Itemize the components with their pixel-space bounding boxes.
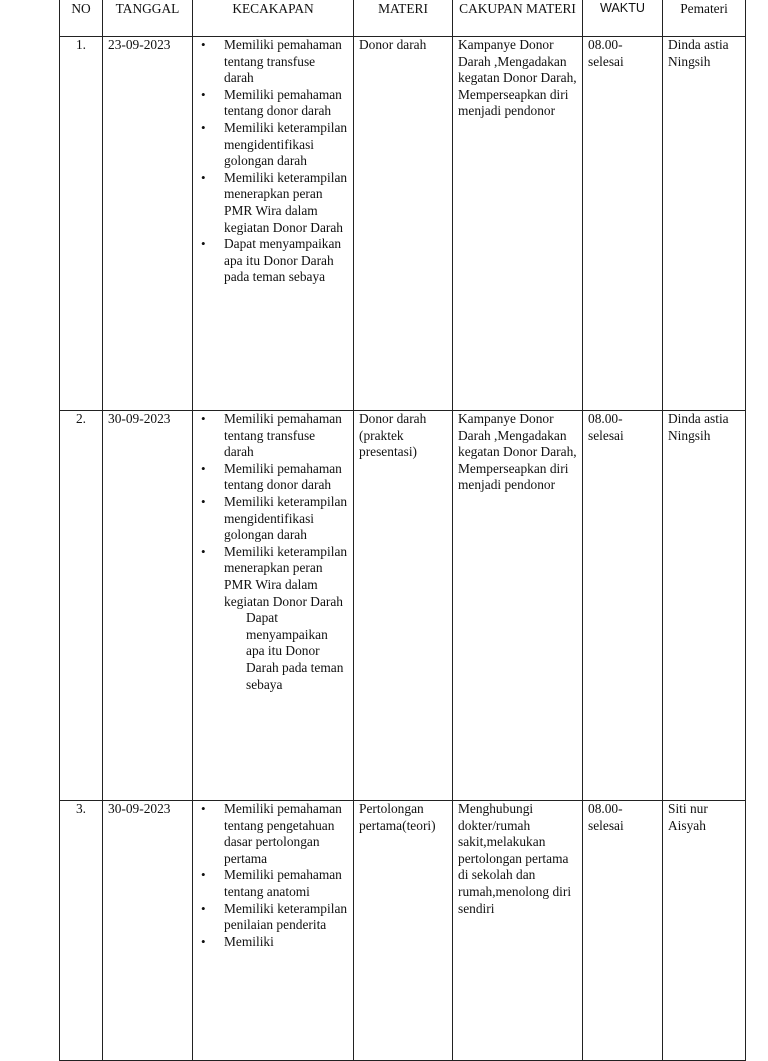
list-item: • Memiliki keterampilan penilaian penderita [198,901,348,934]
table-header-row [60,0,746,37]
row-materi: Donor darah (praktek presentasi) [354,411,453,801]
row-date: 30-09-2023 [103,801,193,1061]
row-date: 30-09-2023 [103,411,193,801]
list-item: Dapat menyampaikan apa itu Donor Darah pada teman sebaya [246,610,344,692]
list-item: • Memiliki pemahaman tentang donor darah [198,87,348,120]
row-number: 2. [60,411,103,801]
row-cakupan: Kampanye Donor Darah ,Mengadakan kegatan Donor Darah, Memperseapkan diri menjadi pendonor [453,411,583,801]
skills-list [198,801,348,950]
list-item: • Memiliki pemahaman tentang pengetahuan dasar pertolongan pertama [198,801,348,867]
skills-cell [193,801,354,1061]
skills-cell [193,411,354,801]
skills-cell [193,37,354,411]
table-row [60,37,746,411]
skills-list [198,37,348,286]
list-item: • Memiliki keterampilan mengidentifikasi golongan darah [198,120,348,170]
row-waktu: 08.00-selesai [583,801,663,1061]
row-waktu: 08.00-selesai [583,37,663,411]
table-row [60,801,746,1061]
list-item: • Memiliki pemahaman tentang anatomi [198,867,348,900]
row-materi: Donor darah [354,37,453,411]
list-item: • Memiliki keterampilan mengidentifikasi golongan darah [198,494,348,544]
skills-list [198,411,348,693]
header-materi: MATERI [354,0,453,37]
header-pemateri: Pemateri [663,0,746,37]
header-kecakapan: KECAKAPAN [193,0,354,37]
row-number: 3. [60,801,103,1061]
header-tanggal: TANGGAL [103,0,193,37]
list-item: • Memiliki keterampilan menerapkan peran PMR Wira dalam kegiatan Donor Darah [198,170,348,236]
list-item: • Memiliki [198,934,348,951]
list-item: • Dapat menyampaikan apa itu Donor Darah pada teman sebaya [198,236,348,286]
row-pemateri: Siti nur Aisyah [663,801,746,1061]
row-pemateri: Dinda astia Ningsih [663,411,746,801]
header-waktu: WAKTU [583,0,663,37]
list-item: • Memiliki keterampilan menerapkan peran PMR Wira dalam kegiatan Donor Darah [198,544,348,610]
header-cakupan-materi: CAKUPAN MATERI [453,0,583,37]
row-waktu: 08.00-selesai [583,411,663,801]
row-pemateri: Dinda astia Ningsih [663,37,746,411]
schedule-table [59,0,746,1061]
list-item: • Memiliki pemahaman tentang donor darah [198,461,348,494]
row-materi: Pertolongan pertama(teori) [354,801,453,1061]
row-cakupan: Kampanye Donor Darah ,Mengadakan kegatan Donor Darah, Memperseapkan diri menjadi pendonor [453,37,583,411]
table-row [60,411,746,801]
header-no: NO [60,0,103,37]
row-date: 23-09-2023 [103,37,193,411]
list-item: • Memiliki pemahaman tentang transfuse darah [198,37,348,87]
row-number: 1. [60,37,103,411]
row-cakupan: Menghubungi dokter/rumah sakit,melakukan pertolongan pertama di sekolah dan rumah,menolong diri sendiri [453,801,583,1061]
list-item: • Memiliki pemahaman tentang transfuse darah [198,411,348,461]
